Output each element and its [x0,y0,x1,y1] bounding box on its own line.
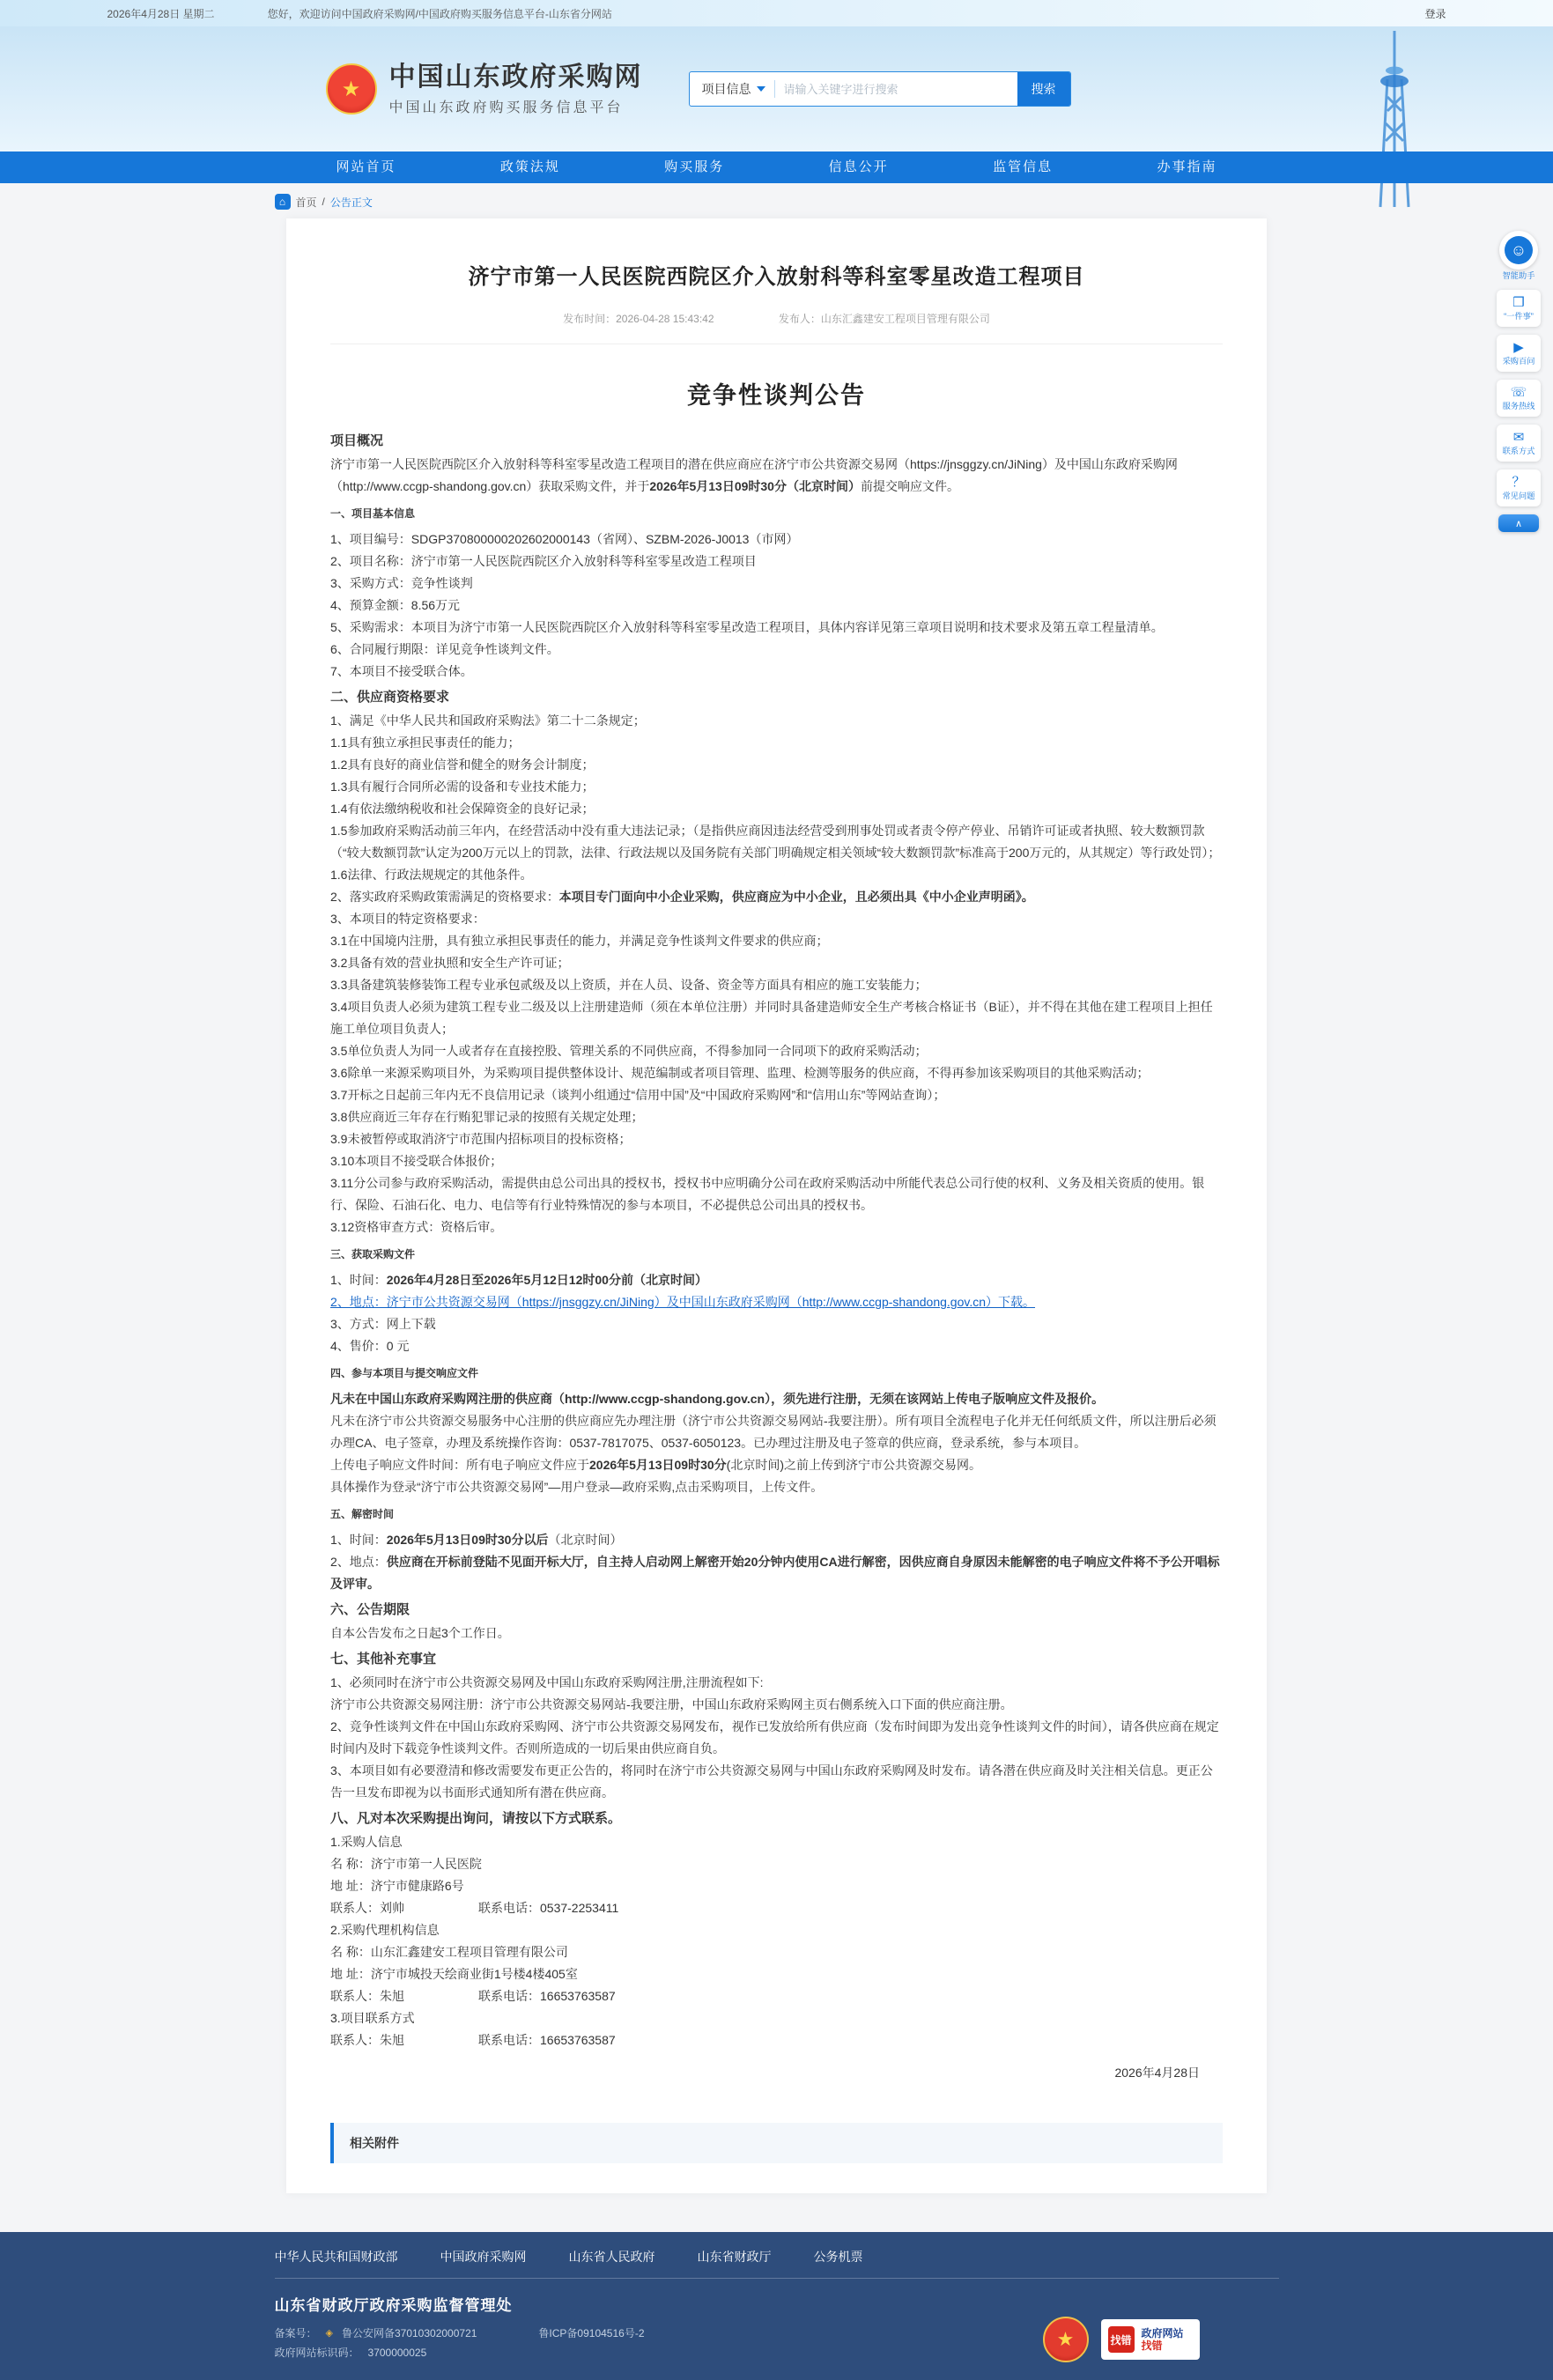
sidebar-item-label: “一件事” [1504,312,1534,322]
paragraph: 1、必须同时在济宁市公共资源交易网及中国山东政府采购网注册,注册流程如下: [330,1675,764,1689]
government-seal-badge[interactable]: ★ [1043,2317,1089,2362]
main-nav [275,152,1279,183]
footer-link[interactable]: 山东省财政厅 [697,2250,772,2264]
paragraph: 2、项目名称：济宁市第一人民医院西院区介入放射科等科室零星改造工程项目 [330,554,757,568]
search-input[interactable] [775,83,1017,96]
one-matter-icon: ❒ [1512,295,1525,310]
paragraph: 3.8供应商近三年存在行贿犯罪记录的按照有关规定处理； [330,1110,644,1124]
service-hotline-icon: ☏ [1510,385,1527,400]
footer-link[interactable]: 中国政府采购网 [440,2250,527,2264]
paragraph: 具体操作为登录“济宁市公共资源交易网”—用户登录—政府采购,点击采购项目，上传文件。 [330,1480,824,1494]
national-emblem-logo: ★ [326,63,377,115]
paragraph: 1.1具有独立承担民事责任的能力； [330,735,521,750]
footer-links [275,2248,1279,2279]
paragraph: 3.6除单一来源采购项目外，为采购项目提供整体设计、规范编制或者项目管理、监理、检测等服务的供应商，不得再参加该采购项目的其他采购活动； [330,1066,1150,1080]
paragraph: 1.采购人信息 [330,1835,403,1849]
site-title: 中国山东政府采购网 [388,62,643,92]
paragraph: 济宁市第一人民医院西院区介入放射科等科室零星改造工程项目的潜在供应商应在济宁市公共资源交易网（https://jnsggzy.cn/JiNing）及中国山东政府采购网（http://www.ccgp-shandong.gov.cn）获取采购文件，并于2026年5月13日09时30分（北京时间）前提交响应文件。 [330,457,1178,493]
paragraph: 1.5参加政府采购活动前三年内，在经营活动中没有重大违法记录；（是指供应商因违法经营受到刑事处罚或者责令停产停业、吊销许可证或者执照、较大数额罚款（“较大数额罚款”认定为200万元以上的罚款，法律、行政法规以及国务院有关部门明确规定相关领域“较大数额罚款”标准高于200万元的，从其规定）等行政处罚）； [330,824,1221,860]
paragraph: 联系人：刘帅 联系电话：0537-2253411 [330,1901,619,1915]
nav-item[interactable]: 信息公开 [828,159,889,174]
paragraph: 3.5单位负责人为同一人或者存在直接控股、管理关系的不同供应商，不得参加同一合同项下的政府采购活动； [330,1044,928,1058]
announcement-card [286,218,1267,2193]
search-category-dropdown[interactable]: 项目信息 [690,80,774,98]
article-meta [330,311,1223,344]
paragraph: 1、满足《中华人民共和国政府采购法》第二十二条规定； [330,713,646,728]
paragraph: 1.4有依法缴纳税收和社会保障资金的良好记录； [330,802,595,816]
paragraph: 2.采购代理机构信息 [330,1923,440,1937]
paragraph: 2、地点：供应商在开标前登陆不见面开标大厅，自主持人启动网上解密开始20分钟内使用CA进行解密，因供应商自身原因未能解密的电子响应文件将不予公开唱标及评审。 [330,1555,1220,1591]
find-error-icon: 找错 [1108,2326,1135,2353]
sidebar-item[interactable] [1497,425,1541,462]
article-body [330,430,1223,2051]
procurement-qa-icon: ▶ [1513,340,1524,355]
paragraph: 1、项目编号：SDGP370800000202602000143（省网）、SZBM-2026-J0013（市网） [330,532,799,546]
paragraph: 2、落实政府采购政策需满足的资格要求：本项目专门面向中小企业采购，供应商应为中小企业，且必须出具《中小企业声明函》。 [330,890,1034,904]
paragraph: 联系人：朱旭 联系电话：16653763587 [330,2033,616,2047]
contact-info-icon: ✉ [1512,430,1525,445]
breadcrumb-current: 公告正文 [329,196,373,209]
paragraph: 4、预算金额：8.56万元 [330,598,461,612]
chevron-up-icon: ∧ [1514,518,1523,529]
find-error-line1: 政府网站 [1141,2327,1184,2339]
paragraph: 3.1在中国境内注册，具有独立承担民事责任的能力，并满足竞争性谈判文件要求的供应商； [330,934,829,948]
paragraph: 济宁市公共资源交易网注册：济宁市公共资源交易网站-我要注册，中国山东政府采购网主页右侧系统入口下面的供应商注册。 [330,1697,1013,1711]
paragraph: 3、本项目的特定资格要求： [330,912,485,926]
police-badge-icon: ◈ [325,2328,333,2339]
paragraph: 5、采购需求：本项目为济宁市第一人民医院西院区介入放射科等科室零星改造工程项目，具体内容详见第三章项目说明和技术要求及第五章工程量清单。 [330,620,1164,634]
paragraph: 4、售价：0 元 [330,1339,410,1353]
paragraph: 五、解密时间 [330,1508,395,1520]
welcome-text: 您好，欢迎访问中国政府采购网/中国政府购买服务信息平台-山东省分网站 [267,7,612,20]
nav-item[interactable]: 网站首页 [336,159,396,174]
site-header [0,26,1553,152]
publish-time: 发布时间：2026-04-28 15:43:42 [563,313,714,325]
top-utility-bar [0,0,1553,26]
sidebar-collapse-button[interactable] [1498,514,1539,532]
paragraph: 1、时间：2026年5月13日09时30分以后（北京时间） [330,1533,623,1547]
download-location-link[interactable]: 2、地点：济宁市公共资源交易网（https://jnsggzy.cn/JiNing）及中国山东政府采购网（http://www.ccgp-shandong.gov.cn）下载。 [330,1295,1036,1309]
site-code-label: 政府网站标识码： [274,2347,359,2359]
site-footer [0,2232,1553,2380]
paragraph: 3、方式：网上下载 [330,1317,436,1331]
paragraph: 三、获取采购文件 [330,1248,416,1260]
paragraph: 3.2具备有效的营业执照和安全生产许可证； [330,956,570,970]
paragraph: 项目概况 [330,433,384,448]
sidebar-item-label: 智能助手 [1502,271,1535,281]
nav-item[interactable]: 监管信息 [993,159,1054,174]
paragraph: 名 称：山东汇鑫建安工程项目管理有限公司 [330,1945,568,1959]
paragraph: 八、凡对本次采购提出询问，请按以下方式联系。 [330,1811,622,1826]
breadcrumb-home[interactable]: 首页 [295,196,317,209]
paragraph: 联系人：朱旭 联系电话：16653763587 [330,1989,616,2003]
paragraph: 名 称：济宁市第一人民医院 [330,1857,482,1871]
footer-organization: 山东省财政厅政府采购监督管理处 [274,2297,513,2314]
article-title: 济宁市第一人民医院西院区介入放射科等科室零星改造工程项目 [468,265,1085,289]
publisher: 发布人：山东汇鑫建安工程项目管理有限公司 [778,313,990,325]
paragraph: 3.10本项目不接受联合体报价； [330,1154,503,1168]
footer-link[interactable]: 公务机票 [813,2250,863,2264]
sidebar-item[interactable] [1497,469,1541,506]
icp-number[interactable]: 鲁ICP备09104516号-2 [538,2327,645,2339]
chevron-down-icon [757,86,765,92]
paragraph: 3.4项目负责人必须为建筑工程专业二级及以上注册建造师（须在本单位注册）并同时具备建造师安全生产考核合格证书（B证），并不得在其他在建工程项目上担任施工单位项目负责人； [330,1000,1213,1036]
sidebar-item[interactable] [1497,380,1541,417]
floating-sidebar [1497,231,1541,532]
related-attachments-header: 相关附件 [330,2123,1223,2163]
breadcrumb [275,194,1279,210]
footer-link[interactable]: 中华人民共和国财政部 [274,2250,398,2264]
paragraph: 四、参与本项目与提交响应文件 [330,1367,479,1379]
search-button[interactable]: 搜索 [1017,72,1070,106]
nav-item[interactable]: 购买服务 [664,159,725,174]
sidebar-item[interactable] [1497,335,1541,372]
smart-assistant-icon: ☺ [1505,236,1533,264]
login-link[interactable]: 登录 [1424,7,1446,20]
paragraph: 3.项目联系方式 [330,2011,415,2025]
find-error-line2: 找错 [1141,2339,1163,2352]
paragraph: 3.11分公司参与政府采购活动，需提供由总公司出具的授权书，授权书中应明确分公司在政府采购活动中所能代表总公司行使的权利、义务及相关资质的使用。银行、保险、石油石化、电力、电信等有行业特殊情况的参与本项目，不必提供总公司出具的授权书。 [330,1176,1205,1212]
paragraph: 七、其他补充事宜 [330,1652,437,1667]
beian-label: 备案号： [274,2327,317,2339]
site-error-report-badge[interactable] [1101,2319,1200,2360]
paragraph: 6、合同履行期限：详见竞争性谈判文件。 [330,642,559,656]
paragraph: 地 址：济宁市健康路6号 [330,1879,464,1893]
search-box [689,71,1071,107]
sidebar-item-label: 联系方式 [1502,447,1535,456]
paragraph: 1.2具有良好的商业信誉和健全的财务会计制度； [330,758,595,772]
paragraph: 3.3具备建筑装修装饰工程专业承包贰级及以上资质，并在人员、设备、资金等方面具有相应的施工安装能力； [330,978,928,992]
site-code-value: 3700000025 [367,2347,427,2359]
paragraph: 六、公告期限 [330,1602,410,1617]
sidebar-item-label: 常见问题 [1502,492,1535,501]
home-icon[interactable]: ⌂ [275,194,291,210]
paragraph: 二、供应商资格要求 [330,690,450,705]
paragraph: 地 址：济宁市城投天绘商业街1号楼4楼405室 [330,1967,578,1981]
police-beian-number[interactable]: 鲁公安网备37010302000721 [341,2327,477,2339]
paragraph: 2、竞争性谈判文件在中国山东政府采购网、济宁市公共资源交易网发布，视作已发放给所有供应商（发布时间即为发出竞争性谈判文件的时间），请各供应商在规定时间内及时下载竞争性谈判文件。否则所造成的一切后果由供应商自负。 [330,1719,1219,1755]
main-nav-bar [0,152,1553,183]
announcement-heading: 竞争性谈判公告 [687,382,866,409]
sidebar-item-label: 采购百问 [1502,357,1535,366]
tv-tower-graphic [1342,26,1447,211]
sidebar-item[interactable] [1497,290,1541,327]
breadcrumb-separator: / [322,196,325,208]
signature-date: 2026年4月28日 [1114,2066,1200,2080]
paragraph: 1.6法律、行政法规规定的其他条件。 [330,868,533,882]
paragraph: 7、本项目不接受联合体。 [330,664,473,678]
faq-icon: ？ [1512,475,1526,490]
paragraph: 3.7开标之日起前三年内无不良信用记录（谈判小组通过“信用中国”及“中国政府采购网”和“信用山东”等网站查询）； [330,1088,946,1102]
paragraph: 3.12资格审查方式：资格后审。 [330,1220,503,1234]
sidebar-item-label: 服务热线 [1502,402,1535,411]
paragraph: 1、时间：2026年4月28日至2026年5月12日12时00分前（北京时间） [330,1273,707,1287]
current-date: 2026年4月28日 星期二 [107,7,215,20]
paragraph: 3.9未被暂停或取消济宁市范围内招标项目的投标资格； [330,1132,632,1146]
sidebar-item-smart-assistant[interactable] [1499,231,1538,282]
nav-item[interactable]: 政策法规 [499,159,560,174]
paragraph: 3、本项目如有必要澄清和修改需要发布更正公告的，将同时在济宁市公共资源交易网与中国山东政府采购网及时发布。请各潜在供应商及时关注相关信息。更正公告一旦发布即视为以书面形式通知所有潜在供应商。 [330,1763,1213,1800]
paragraph: 凡未在济宁市公共资源交易服务中心注册的供应商应先办理注册（济宁市公共资源交易网站-我要注册）。所有项目全流程电子化并无任何纸质文件，所以注册后必须办理CA、电子签章，办理及系统操作咨询：0537-7817075、0537-6050123。已办理过注册及电子签章的供应商，登录系统，参与本项目。 [330,1414,1217,1450]
site-subtitle: 中国山东政府购买服务信息平台 [388,100,624,115]
footer-link[interactable]: 山东省人民政府 [568,2250,655,2264]
paragraph: 3、采购方式：竞争性谈判 [330,576,473,590]
paragraph: 1.3具有履行合同所必需的设备和专业技术能力； [330,780,595,794]
nav-item[interactable]: 办事指南 [1157,159,1217,174]
paragraph: 自本公告发布之日起3个工作日。 [330,1626,510,1640]
paragraph: 一、项目基本信息 [330,507,416,520]
paragraph: 凡未在中国山东政府采购网注册的供应商（http://www.ccgp-shandong.gov.cn），须先进行注册，无须在该网站上传电子版响应文件及报价。 [330,1392,1105,1406]
paragraph: 上传电子响应文件时间：所有电子响应文件应于2026年5月13日09时30分(北京时间)之前上传到济宁市公共资源交易网。 [330,1458,981,1472]
